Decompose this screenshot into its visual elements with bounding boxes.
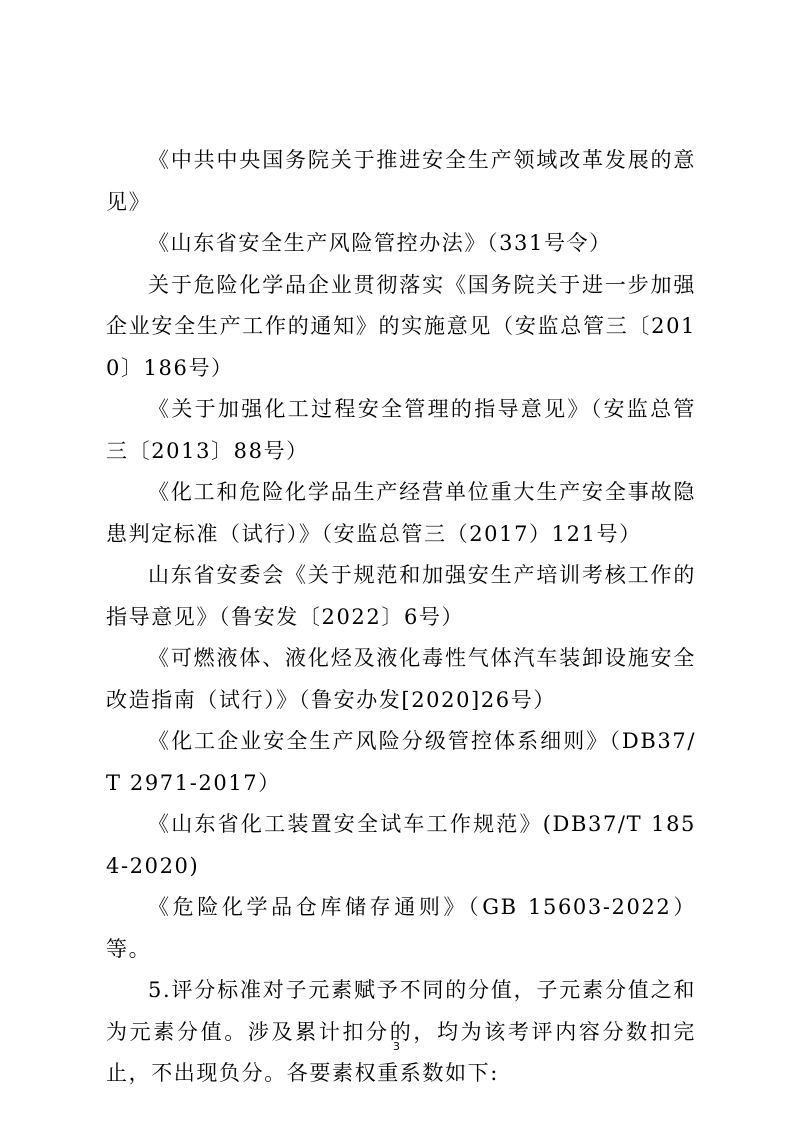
body-text: [106, 140, 696, 1095]
paragraph-reference-2: 《山东省安全生产风险管控办法》（331号令）: [148, 231, 612, 255]
paragraph-reference-5: 《化工和危险化学品生产经营单位重大生产安全事故隐患判定标准（试行）》（安监总管三（2017）121号）: [106, 480, 696, 546]
paragraph-scoring-rule: 5.评分标准对子元素赋予不同的分值，子元素分值之和为元素分值。涉及累计扣分的，均为该考评内容分数扣完止，不出现负分。各要素权重系数如下:: [106, 978, 696, 1085]
page-number: 3: [393, 1040, 400, 1053]
paragraph-reference-9: 《山东省化工装置安全试车工作规范》(DB37/T 1854-2020): [106, 812, 696, 878]
paragraph-reference-10: 《危险化学品仓库储存通则》（GB 15603-2022）等。: [106, 895, 696, 961]
paragraph-reference-3: 关于危险化学品企业贯彻落实《国务院关于进一步加强企业安全生产工作的通知》的实施意见（安监总管三〔2010〕186号）: [106, 272, 696, 380]
paragraph-reference-6: 山东省安委会《关于规范和加强安生产培训考核工作的指导意见》（鲁安发〔2022〕6号）: [106, 563, 696, 629]
paragraph-reference-1: 《中共中央国务院关于推进安全生产领域改革发展的意见》: [106, 148, 696, 214]
paragraph-reference-4: 《关于加强化工过程安全管理的指导意见》（安监总管三〔2013〕88号）: [106, 397, 696, 463]
paragraph-reference-7: 《可燃液体、液化烃及液化毒性气体汽车装卸设施安全改造指南（试行）》（鲁安办发[2020]26号）: [106, 646, 696, 712]
paragraph-reference-8: 《化工企业安全生产风险分级管控体系细则》（DB37/T 2971-2017）: [106, 729, 696, 795]
